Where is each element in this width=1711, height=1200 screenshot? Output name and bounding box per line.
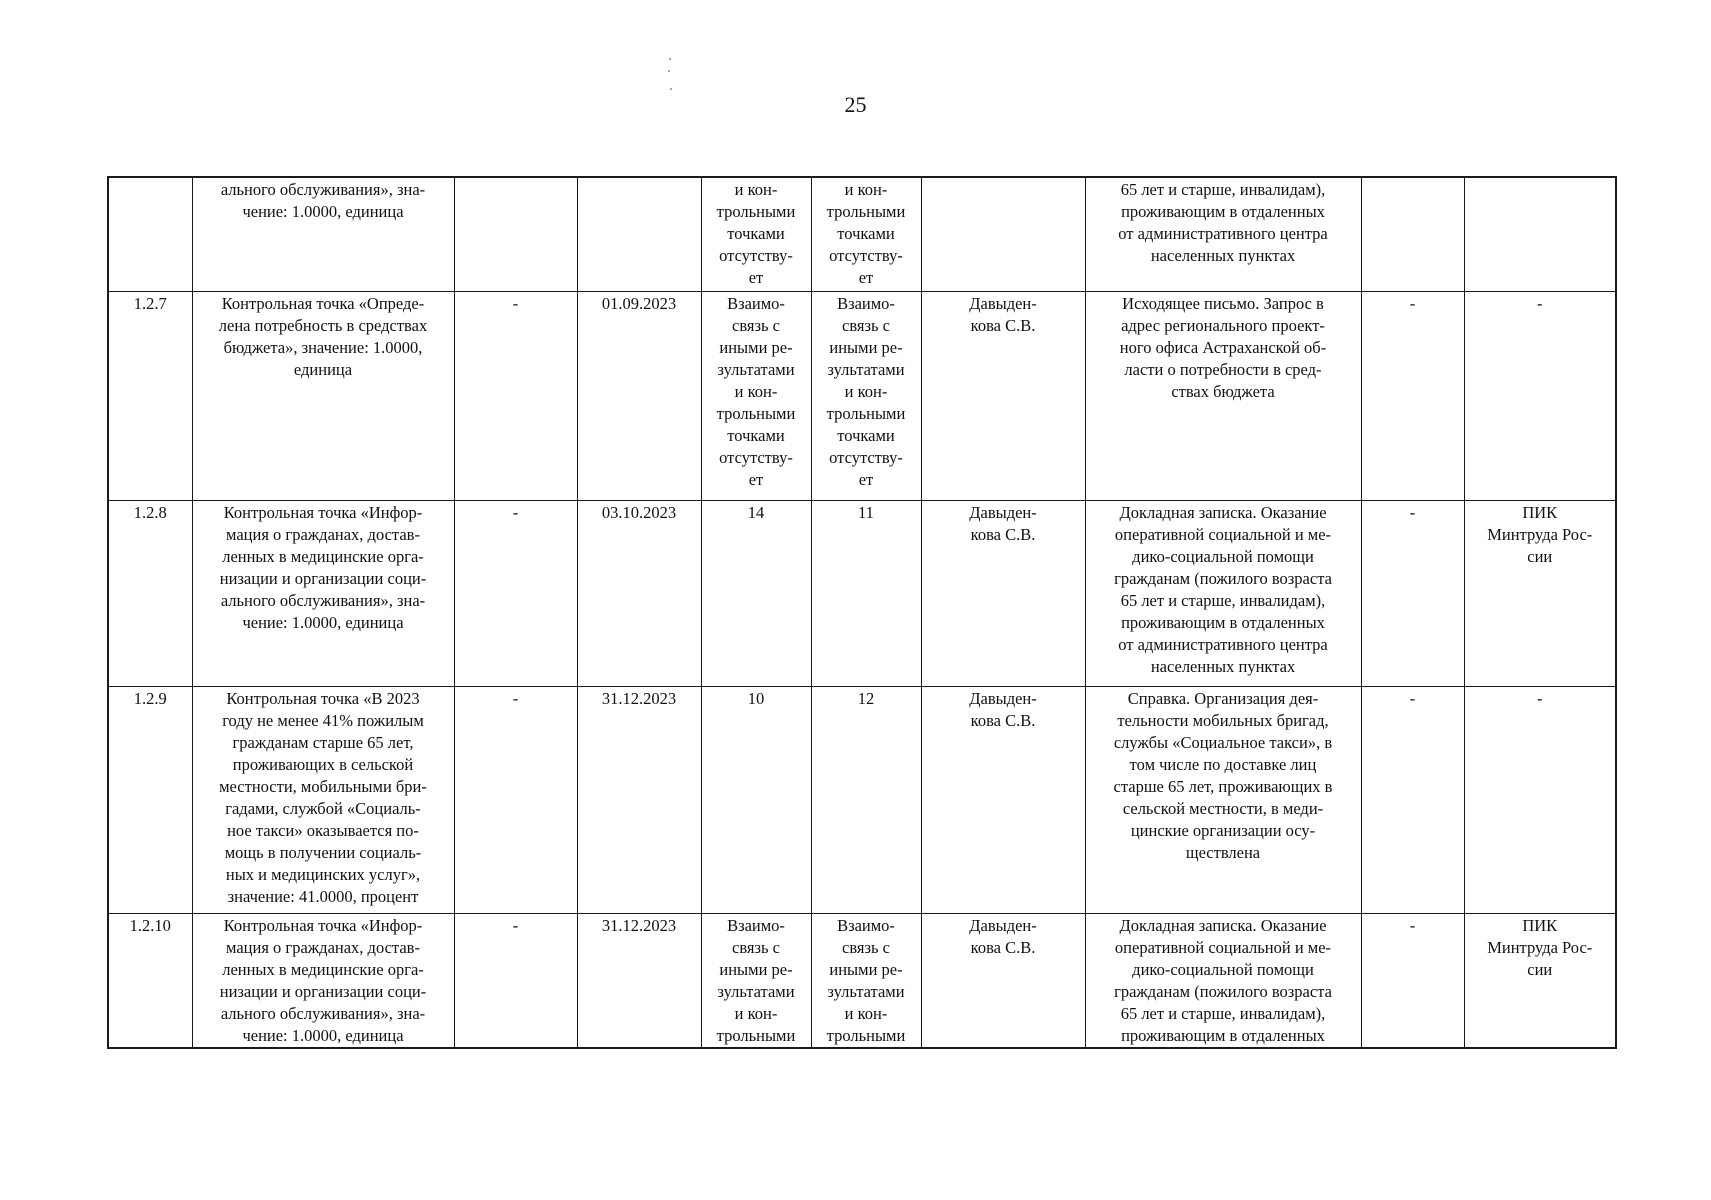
base-date: - <box>454 501 577 687</box>
level-control: - <box>1361 687 1464 914</box>
table-row <box>108 501 1616 687</box>
scan-specks <box>668 58 672 94</box>
level-control <box>1361 177 1464 292</box>
successor-links: Взаимо- связь с иными ре- зультатами и кон- трольными <box>811 914 921 1049</box>
page-number: 25 <box>844 92 867 117</box>
end-date: 03.10.2023 <box>577 501 701 687</box>
table-row <box>108 914 1616 1049</box>
responsible-person: Давыден- кова С.В. <box>921 292 1085 501</box>
table-row <box>108 687 1616 914</box>
base-date: - <box>454 687 577 914</box>
predecessor-links: 14 <box>701 501 811 687</box>
base-date <box>454 177 577 292</box>
control-point-name: Контрольная точка «Инфор- мация о гражданах, достав- ленных в медицинские орга- низации и организации соци- ального обслуживания», зна- чение: 1.0000, единица <box>192 501 454 687</box>
base-date: - <box>454 914 577 1049</box>
information-system: - <box>1464 687 1616 914</box>
document-type: Докладная записка. Оказание оперативной социальной и ме- дико-социальной помощи гражданам (пожилого возраста 65 лет и старше, инвалидам), проживающим в отдаленных <box>1085 914 1361 1049</box>
control-point-name: Контрольная точка «Инфор- мация о гражданах, достав- ленных в медицинские орга- низации и организации соци- ального обслуживания», зна- чение: 1.0000, единица <box>192 914 454 1049</box>
information-system <box>1464 177 1616 292</box>
row-number: 1.2.8 <box>108 501 192 687</box>
level-control: - <box>1361 292 1464 501</box>
row-number <box>108 177 192 292</box>
row-number: 1.2.10 <box>108 914 192 1049</box>
predecessor-links: Взаимо- связь с иными ре- зультатами и кон- трольными точками отсутству- ет <box>701 292 811 501</box>
table-row <box>108 177 1616 292</box>
end-date: 31.12.2023 <box>577 914 701 1049</box>
control-point-name: Контрольная точка «В 2023 году не менее 41% пожилым гражданам старше 65 лет, проживающих в сельской местности, мобильными бри- гадами, службой «Социаль- ное такси» оказывается по- мощь в получении социаль- ных и медицинских услуг», значение: 41.0000, процент <box>192 687 454 914</box>
base-date: - <box>454 292 577 501</box>
successor-links: 11 <box>811 501 921 687</box>
control-point-name: ального обслуживания», зна- чение: 1.0000, единица <box>192 177 454 292</box>
end-date <box>577 177 701 292</box>
information-system: ПИК Минтруда Рос- сии <box>1464 501 1616 687</box>
document-type: Исходящее письмо. Запрос в адрес регионального проект- ного офиса Астраханской об- ласти о потребности в сред- ствах бюджета <box>1085 292 1361 501</box>
successor-links: и кон- трольными точками отсутству- ет <box>811 177 921 292</box>
responsible-person: Давыден- кова С.В. <box>921 687 1085 914</box>
successor-links: 12 <box>811 687 921 914</box>
responsible-person: Давыден- кова С.В. <box>921 501 1085 687</box>
responsible-person <box>921 177 1085 292</box>
table-row <box>108 292 1616 501</box>
level-control: - <box>1361 914 1464 1049</box>
control-point-name: Контрольная точка «Опреде- лена потребность в средствах бюджета», значение: 1.0000, единица <box>192 292 454 501</box>
end-date: 31.12.2023 <box>577 687 701 914</box>
level-control: - <box>1361 501 1464 687</box>
end-date: 01.09.2023 <box>577 292 701 501</box>
information-system: - <box>1464 292 1616 501</box>
predecessor-links: и кон- трольными точками отсутству- ет <box>701 177 811 292</box>
control-points-table <box>107 176 1617 1049</box>
row-number: 1.2.9 <box>108 687 192 914</box>
responsible-person: Давыден- кова С.В. <box>921 914 1085 1049</box>
predecessor-links: Взаимо- связь с иными ре- зультатами и кон- трольными <box>701 914 811 1049</box>
predecessor-links: 10 <box>701 687 811 914</box>
row-number: 1.2.7 <box>108 292 192 501</box>
information-system: ПИК Минтруда Рос- сии <box>1464 914 1616 1049</box>
successor-links: Взаимо- связь с иными ре- зультатами и кон- трольными точками отсутству- ет <box>811 292 921 501</box>
document-type: 65 лет и старше, инвалидам), проживающим в отдаленных от административного центра населенных пунктах <box>1085 177 1361 292</box>
document-type: Докладная записка. Оказание оперативной социальной и ме- дико-социальной помощи гражданам (пожилого возраста 65 лет и старше, инвалидам), проживающим в отдаленных от административного центра населенных пунктах <box>1085 501 1361 687</box>
document-type: Справка. Организация дея- тельности мобильных бригад, службы «Социальное такси», в том числе по доставке лиц старше 65 лет, проживающих в сельской местности, в меди- цинские организации осу- ществлена <box>1085 687 1361 914</box>
